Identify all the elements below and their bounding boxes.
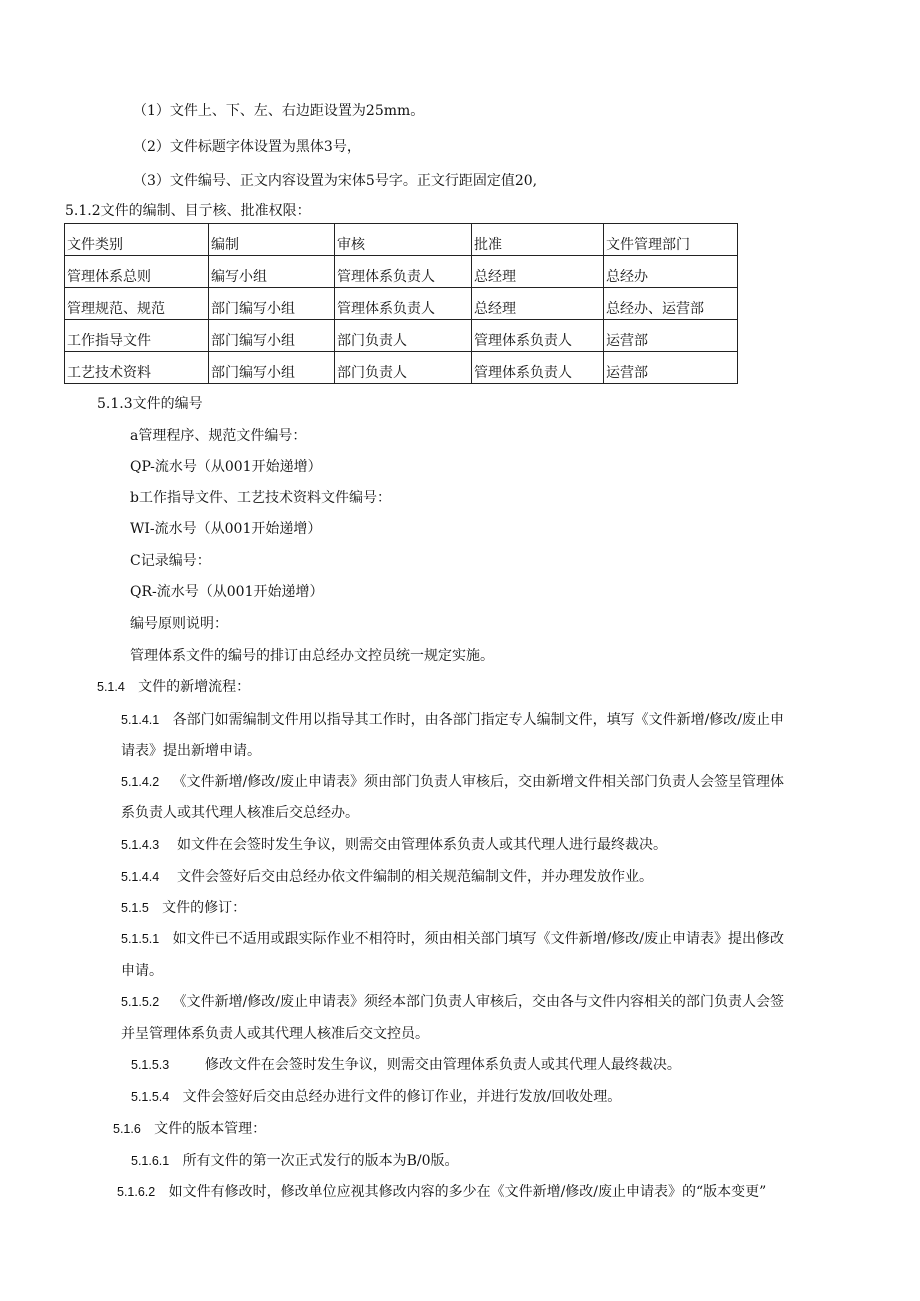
para-5-1-4-1-cont: 请表》提出新增申请。 bbox=[121, 743, 261, 759]
section-5-1-2-title: 5.1.2文件的编制、目亍核、批准权限： bbox=[65, 203, 311, 219]
table-row bbox=[65, 288, 738, 320]
para-5-1-4-4 bbox=[121, 867, 653, 887]
para-5-1-5-4 bbox=[131, 1087, 621, 1107]
para-5-1-5-1-cont: 申请。 bbox=[121, 963, 163, 979]
para-text: 如文件有修改时，修改单位应视其修改内容的多少在《文件新增/修改/废止申请表》的“版本变更” bbox=[168, 1184, 767, 1200]
para-text: 如文件已不适用或跟实际作业不相符时，须由相关部门填写《文件新增/修改/废止申请表》提出修改 bbox=[172, 931, 785, 947]
para-text: 各部门如需编制文件用以指导其工作时，由各部门指定专人编制文件，填写《文件新增/修改/废止申 bbox=[172, 712, 785, 728]
header-approve: 批准 bbox=[472, 224, 604, 256]
header-compile: 编制 bbox=[209, 224, 335, 256]
numbering-qr: QR-流水号（从001开始递增） bbox=[130, 584, 324, 600]
para-number: 5.1.4.4 bbox=[121, 870, 160, 884]
para-5-1-6-2 bbox=[117, 1182, 766, 1202]
numbering-c: C记录编号： bbox=[130, 553, 211, 569]
para-number: 5.1.4.1 bbox=[121, 713, 160, 727]
table-cell: 管理体系负责人 bbox=[472, 320, 604, 352]
numbering-principle: 编号原则说明： bbox=[130, 616, 228, 632]
para-number: 5.1.6.2 bbox=[117, 1185, 156, 1199]
para-5-1-5-2 bbox=[121, 992, 784, 1012]
para-number: 5.1.5.1 bbox=[121, 932, 160, 946]
header-review: 审核 bbox=[335, 224, 472, 256]
numbering-rule: 管理体系文件的编号的排订由总经办文控员统一规定实施。 bbox=[130, 648, 494, 664]
para-number: 5.1.4.2 bbox=[121, 775, 160, 789]
table-cell: 部门负责人 bbox=[335, 352, 472, 384]
table-cell: 运营部 bbox=[604, 320, 738, 352]
table-cell: 总经理 bbox=[472, 256, 604, 288]
section-5-1-6-title bbox=[113, 1119, 266, 1139]
table-cell: 总经理 bbox=[472, 288, 604, 320]
para-5-1-4-1 bbox=[121, 710, 784, 730]
permission-table bbox=[64, 223, 738, 384]
section-title: 文件的新增流程： bbox=[138, 679, 251, 695]
para-text: 《文件新增/修改/废止申请表》须经本部门负责人审核后，交由各与文件内容相关的部门负责人会签 bbox=[172, 994, 785, 1010]
section-number: 5.1.6 bbox=[113, 1122, 141, 1136]
table-cell: 编写小组 bbox=[209, 256, 335, 288]
format-item-3: （3）文件编号、正文内容设置为宋体5号字。正文行距固定值20, bbox=[133, 173, 538, 189]
numbering-b: b工作指导文件、工艺技术资料文件编号： bbox=[130, 490, 391, 506]
format-item-1: （1）文件上、下、左、右边距设置为25mm。 bbox=[133, 103, 425, 119]
table-cell: 管理体系负责人 bbox=[472, 352, 604, 384]
para-5-1-6-1 bbox=[131, 1151, 459, 1171]
para-5-1-5-3 bbox=[131, 1055, 681, 1075]
para-5-1-4-2-cont: 系负责人或其代理人核准后交总经办。 bbox=[121, 805, 359, 821]
table-cell: 管理规范、规范 bbox=[65, 288, 209, 320]
para-number: 5.1.5.2 bbox=[121, 995, 160, 1009]
para-text: 文件会签好后交由总经办进行文件的修订作业，并进行发放/回收处理。 bbox=[182, 1089, 622, 1105]
table-row bbox=[65, 256, 738, 288]
header-category: 文件类别 bbox=[65, 224, 209, 256]
format-item-2: （2）文件标题字体设置为黑体3号， bbox=[133, 139, 361, 155]
para-5-1-4-2 bbox=[121, 772, 784, 792]
para-number: 5.1.5.3 bbox=[131, 1058, 170, 1072]
table-cell: 部门编写小组 bbox=[209, 288, 335, 320]
table-cell: 部门编写小组 bbox=[209, 320, 335, 352]
para-number: 5.1.4.3 bbox=[121, 838, 160, 852]
para-number: 5.1.6.1 bbox=[131, 1154, 170, 1168]
table-row bbox=[65, 352, 738, 384]
table-row bbox=[65, 320, 738, 352]
numbering-a: a管理程序、规范文件编号： bbox=[130, 428, 307, 444]
table-cell: 部门负责人 bbox=[335, 320, 472, 352]
section-title: 文件的修订： bbox=[162, 900, 247, 916]
numbering-qp: QP-流水号（从001开始递增） bbox=[130, 459, 322, 475]
section-5-1-5-title bbox=[121, 898, 246, 918]
table-cell: 管理体系负责人 bbox=[335, 256, 472, 288]
table-cell: 管理体系总则 bbox=[65, 256, 209, 288]
table-cell: 管理体系负责人 bbox=[335, 288, 472, 320]
numbering-wi: WI-流水号（从001开始递增） bbox=[130, 521, 322, 537]
para-text: 文件会签好后交由总经办依文件编制的相关规范编制文件，并办理发放作业。 bbox=[177, 869, 654, 885]
para-5-1-5-2-cont: 并呈管理体系负责人或其代理人核准后交文控员。 bbox=[121, 1026, 429, 1042]
section-number: 5.1.4 bbox=[97, 680, 125, 694]
section-5-1-4-title bbox=[97, 677, 250, 697]
para-text: 所有文件的第一次正式发行的版本为B/0版。 bbox=[182, 1153, 459, 1169]
para-5-1-4-3 bbox=[121, 835, 667, 855]
table-cell: 总经办 bbox=[604, 256, 738, 288]
para-text: 《文件新增/修改/废止申请表》须由部门负责人审核后，交由新增文件相关部门负责人会签呈管理体 bbox=[172, 774, 785, 790]
table-cell: 运营部 bbox=[604, 352, 738, 384]
header-dept: 文件管理部门 bbox=[604, 224, 738, 256]
para-text: 修改文件在会签时发生争议，则需交由管理体系负责人或其代理人最终裁决。 bbox=[204, 1057, 681, 1073]
para-5-1-5-1 bbox=[121, 929, 784, 949]
table-cell: 工作指导文件 bbox=[65, 320, 209, 352]
section-number: 5.1.5 bbox=[121, 901, 149, 915]
para-text: 如文件在会签时发生争议，则需交由管理体系负责人或其代理人进行最终裁决。 bbox=[177, 837, 668, 853]
para-number: 5.1.5.4 bbox=[131, 1090, 170, 1104]
section-5-1-3-title: 5.1.3文件的编号 bbox=[97, 396, 203, 412]
table-cell: 工艺技术资料 bbox=[65, 352, 209, 384]
table-cell: 总经办、运营部 bbox=[604, 288, 738, 320]
table-header-row bbox=[65, 224, 738, 256]
table-cell: 部门编写小组 bbox=[209, 352, 335, 384]
section-title: 文件的版本管理： bbox=[154, 1121, 267, 1137]
